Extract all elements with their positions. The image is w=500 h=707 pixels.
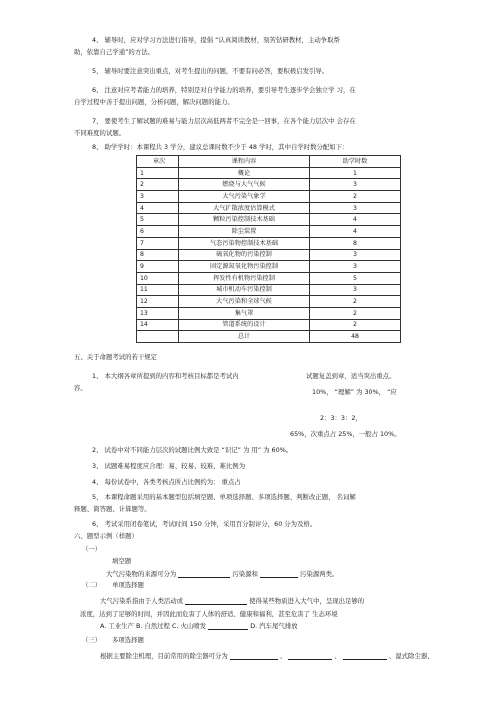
table-row [137,179,401,191]
content-cell: 硫氧化物的污染控制 [179,249,310,261]
chapter-cell: 10 [137,272,179,284]
q2-title: 单项选择题 [112,581,144,589]
chapter-cell: 9 [137,261,179,273]
q1-text-a: 大气污染物的来源可分为 [106,570,177,578]
chapter-cell: 7 [137,237,179,249]
s5-ratio-tail: 65%，次重点占 25%，一般占 10%。 [290,430,401,438]
q2-options-gap [208,622,248,630]
content-cell: 气态污染物控制技术基础 [179,237,310,249]
s5-p1-left-b: 容。 [74,384,87,392]
chapter-cell: 14 [137,319,179,331]
header-chapter: 章次 [137,156,179,168]
q2-text-b: 使得某些物质进入大气中，呈现出足够的 [249,597,365,605]
table-row [137,307,401,319]
para-7-line-1: 7、 要使考生了解试题的难易与能力层次高低两者不完全是一回事，在各个能力层次中 会存在 [92,117,356,125]
content-cell: 集气罩 [179,307,310,319]
table-row [137,191,401,203]
q3-blank-3 [343,652,387,660]
q3-blank-2 [288,652,332,660]
table-total-row [137,331,401,343]
hours-cell: 5 [310,272,401,284]
section-6-title: 六、题型示例（样题） [74,532,138,540]
q1-blank-2 [260,570,298,578]
content-cell: 固定源氮氧化物污染控制 [179,261,310,273]
q2-text-line-1 [100,597,364,605]
s5-p6: 6、 考试采用闭卷笔试，考试时间 150 分钟，采用百分制评分，60 分为及格。 [92,520,317,528]
q1-number: （一） [82,545,102,553]
hours-cell: 2 [310,307,401,319]
header-content: 课程内容 [179,156,310,168]
q3-blank-1 [230,652,278,660]
table-row [137,237,401,249]
content-cell: 管道系统的设计 [179,319,310,331]
hours-cell: 4 [310,226,401,238]
content-cell: 概论 [179,167,310,179]
content-cell: 颗粒污染控制技术基础 [179,214,310,226]
s5-p2: 2、 试卷中对不同能力层次的试题比例大致是 “识记” 为 用” 为 60%。 [92,446,293,454]
q3-text-b: 、 [279,652,287,660]
para-8: 8、 助学学时：本课程共 3 学分，建议总课时数不少于 48 学时，其中自学时数分配如下： [92,143,349,151]
q3-text [100,652,434,660]
para-5: 5、 辅导时要注意突出重点，对考生提出的问题，不要有问必答，要积极启发引导。 [92,67,329,75]
s5-p4: 4、 每份试卷中，各类考核点所占比例约为： 重点占 [92,478,241,486]
q1-blank-1 [178,570,230,578]
header-hours: 助学时数 [310,156,401,168]
q2-number: （二） [82,581,102,589]
q1-text [106,570,338,578]
chapter-cell: 6 [137,226,179,238]
para-4-line-2: 助，依靠自己学通”的方法。 [74,48,154,56]
table-header-row [137,156,401,168]
hours-cell: 4 [310,214,401,226]
hours-cell: 8 [310,237,401,249]
s5-ratio: 2：3：3：2， [320,414,362,422]
chapter-cell: 12 [137,296,179,308]
content-cell: 城市机动车污染控制 [179,284,310,296]
table-row [137,249,401,261]
chapter-cell: 1 [137,167,179,179]
table-row [137,284,401,296]
hours-cell: 3 [310,202,401,214]
table-row [137,272,401,284]
table-row [137,296,401,308]
content-cell: 燃烧与大气气候 [179,179,310,191]
q3-text-d: 、湿式除尘器、 [388,652,434,660]
chapter-cell: 4 [137,202,179,214]
s5-p1-right-a: 试题复盖到章，适当突出重点。 [306,372,396,380]
table-row [137,202,401,214]
q1-text-c: 污染源两类。 [300,570,339,578]
content-cell: 除尘装置 [179,226,310,238]
section-5-title: 五、关于命题考试的若干规定 [74,353,158,361]
content-cell: 挥发性有机物污染控制 [179,272,310,284]
q1-text-b: 污染源和 [232,570,258,578]
q1-title: 填空题 [112,557,132,565]
hours-cell: 2 [310,191,401,203]
q2-options [100,622,298,630]
para-6-line-1: 6、 注意对应考者能力的培养，特别是对自学能力的培养，要引导考生逐步学会独立学 习，在 [92,86,356,94]
study-hours-table [136,155,401,343]
hours-cell: 3 [310,179,401,191]
q3-number: （三） [82,636,102,644]
hours-cell: 3 [310,249,401,261]
total-value: 48 [310,331,401,343]
hours-cell: 1 [310,167,401,179]
total-label: 总计 [179,331,310,343]
q2-option-c: C. 火山喷发 [172,622,207,630]
content-cell: 大气污染气象学 [179,191,310,203]
s5-p1-left-a: 1、 本大纲各章所提到的内容和考核目标都是考试内 [92,372,239,380]
content-cell: 大气扩散浓度估算模式 [179,202,310,214]
s5-p5-line-2: 释题、简答题、计算题等。 [74,505,151,513]
chapter-cell: 13 [137,307,179,319]
hours-cell: 3 [310,284,401,296]
s5-p5-line-1: 5、 本课程命题采用的基本题型包括填空题、单项选择题、多项选择题、判断改正题、 名词解 [92,493,356,501]
para-4-line-1: 4、 辅导时，应对学习方法进行指导，提倡 “认真阅读教材，刻苦钻研教材，主动争取帮 [92,36,340,44]
total-empty-cell [137,331,179,343]
q2-option-b: B. 自然过程 [135,622,170,630]
q3-title: 多项选择题 [112,636,144,644]
table-row [137,167,401,179]
table-row [137,226,401,238]
q2-text-a: 大气污染系指由于人类活动或 [100,597,184,605]
chapter-cell: 3 [137,191,179,203]
table-row [137,214,401,226]
q2-option-d: D. 汽车尾气排放 [250,622,298,630]
q3-text-a: 根据主要除尘机理，目前常用的除尘器可分为 [100,652,228,660]
q2-option-a: A. 工业生产 [100,622,134,630]
q2-text-line-2: 浓度，达到了足够的时间，并因此而危害了人体的舒适、健康和福利，甚至危害了 生态环境 [80,610,338,618]
para-6-line-2: 自学过程中善于提出问题，分析问题，解决问题的能力。 [74,98,234,106]
table-row [137,319,401,331]
chapter-cell: 8 [137,249,179,261]
table-row [137,261,401,273]
hours-cell: 2 [310,296,401,308]
para-7-line-2: 不同难度的试题。 [74,129,126,137]
q2-blank-1 [185,597,247,605]
chapter-cell: 11 [137,284,179,296]
hours-cell: 3 [310,261,401,273]
s5-p3: 3、 试题难易程度应合理：易、较易、较难、难比例为 [92,462,246,470]
chapter-cell: 2 [137,179,179,191]
content-cell: 大气污染和全球气候 [179,296,310,308]
q3-text-c: 、 [334,652,341,660]
chapter-cell: 5 [137,214,179,226]
hours-cell: 2 [310,319,401,331]
s5-p1-right-b: 10%， “理解” 为 30%， “应 [312,388,397,396]
